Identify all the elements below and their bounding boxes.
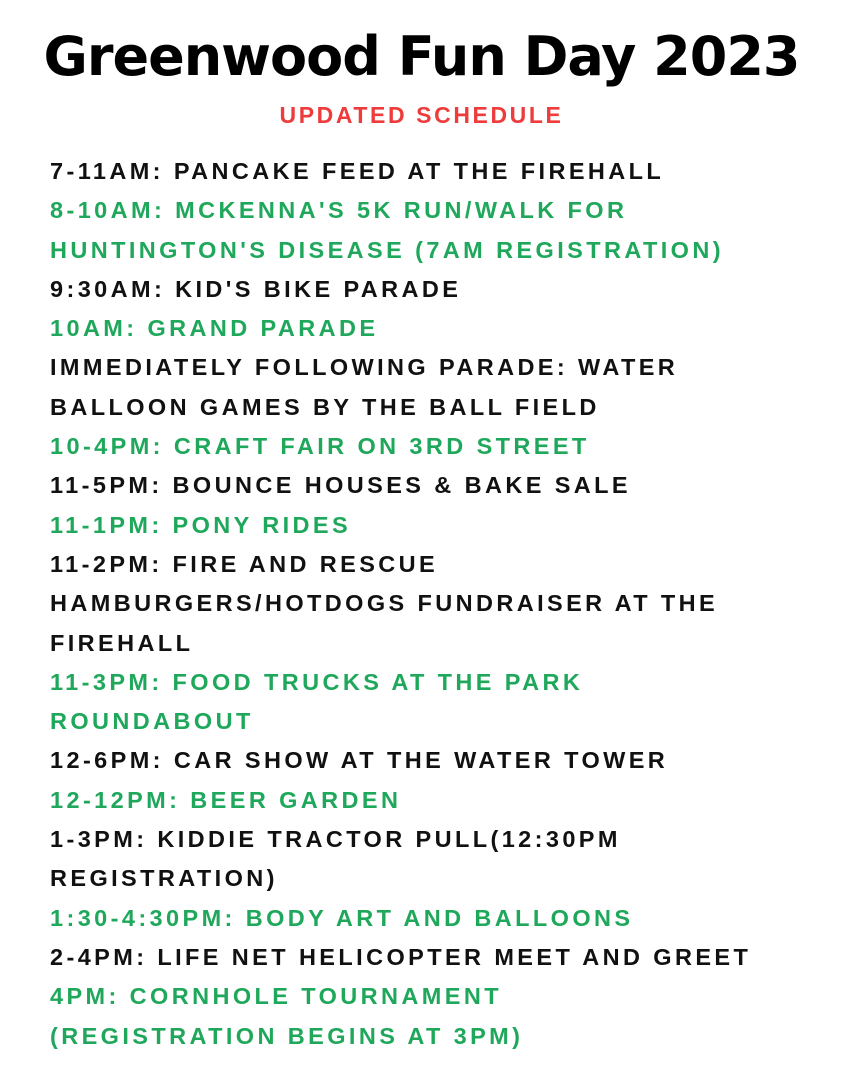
schedule-item	[50, 977, 820, 1056]
schedule-item-line: 11-5PM: BOUNCE HOUSES & BAKE SALE	[50, 472, 631, 499]
schedule-item	[50, 938, 820, 977]
schedule-item-line: 4PM: CORNHOLE TOURNAMENT	[50, 983, 502, 1010]
schedule-item-line: 12-12PM: BEER GARDEN	[50, 786, 402, 813]
page-subtitle: UPDATED SCHEDULE	[279, 102, 564, 128]
schedule-item	[50, 663, 820, 742]
schedule-item	[50, 820, 820, 899]
schedule-item	[50, 466, 820, 505]
schedule-item	[50, 309, 820, 348]
schedule-item-line: FIREHALL	[50, 629, 194, 656]
schedule-item	[50, 191, 820, 270]
schedule-item-line: 11-1PM: PONY RIDES	[50, 511, 352, 538]
schedule-item-line: 10-4PM: CRAFT FAIR ON 3RD STREET	[50, 433, 590, 460]
schedule-item-line: (REGISTRATION BEGINS AT 3PM)	[50, 1022, 524, 1049]
schedule-item	[50, 506, 820, 545]
page-title: Greenwood Fun Day 2023	[43, 25, 800, 88]
schedule-item-line: 7-11AM: PANCAKE FEED AT THE FIREHALL	[50, 158, 665, 184]
schedule-item-line: REGISTRATION)	[50, 865, 278, 892]
schedule-item-line: IMMEDIATELY FOLLOWING PARADE: WATER	[50, 354, 679, 381]
schedule-item-line: 10AM: GRAND PARADE	[50, 315, 379, 342]
schedule-item-line: BALLOON GAMES BY THE BALL FIELD	[50, 393, 600, 420]
schedule-item	[50, 741, 820, 780]
schedule-item-line: HUNTINGTON'S DISEASE (7AM REGISTRATION)	[50, 236, 724, 263]
schedule-item	[50, 781, 820, 820]
schedule-item-line: HAMBURGERS/HOTDOGS FUNDRAISER AT THE	[50, 590, 719, 617]
schedule-item-line: 2-4PM: LIFE NET HELICOPTER MEET AND GREET	[50, 943, 752, 970]
schedule-item	[50, 348, 820, 427]
schedule-item-line: 9:30AM: KID'S BIKE PARADE	[50, 275, 462, 302]
schedule-item-line: 8-10AM: MCKENNA'S 5K RUN/WALK FOR	[50, 197, 628, 224]
schedule-item	[50, 427, 820, 466]
schedule-item-line: 11-2PM: FIRE AND RESCUE	[50, 550, 439, 577]
schedule-item-line: 11-3PM: FOOD TRUCKS AT THE PARK	[50, 668, 584, 695]
schedule-item-line: ROUNDABOUT	[50, 708, 254, 735]
schedule-item	[50, 270, 820, 309]
schedule-item-line: 12-6PM: CAR SHOW AT THE WATER TOWER	[50, 747, 669, 774]
schedule-item-line: 1:30-4:30PM: BODY ART AND BALLOONS	[50, 904, 634, 931]
schedule-item-line: 1-3PM: KIDDIE TRACTOR PULL(12:30PM	[50, 826, 621, 853]
schedule-list	[50, 152, 820, 1056]
schedule-item	[50, 545, 820, 663]
schedule-item	[50, 152, 820, 191]
schedule-item	[50, 899, 820, 938]
